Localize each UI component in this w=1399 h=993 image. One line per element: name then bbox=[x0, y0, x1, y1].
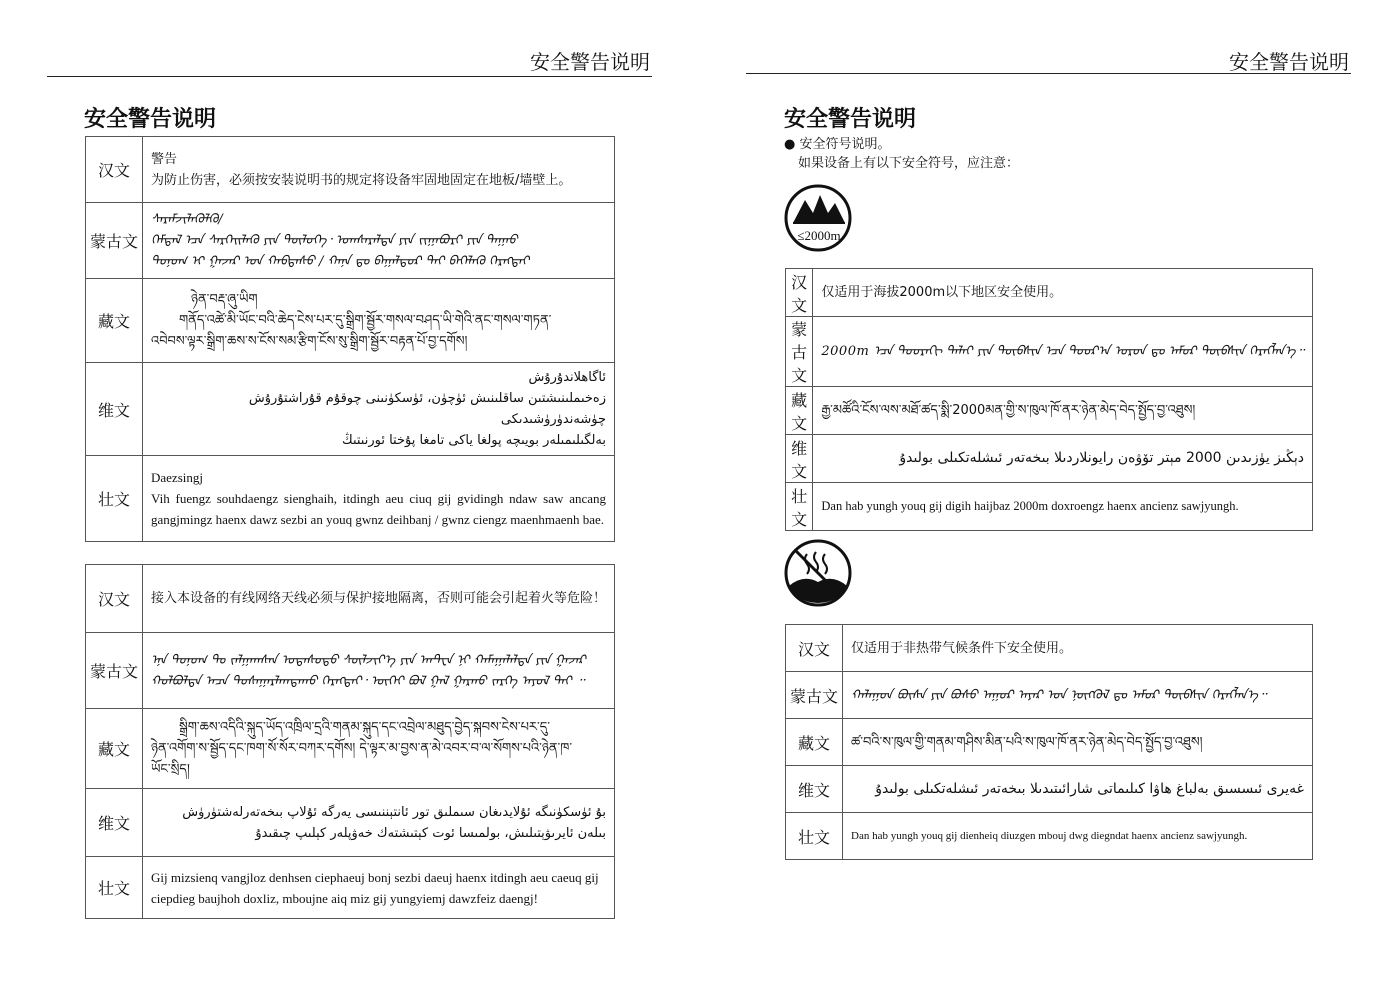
lang-label-za: 壮文 bbox=[786, 813, 843, 860]
mn-cell: 2000m ᠡᠴᠡ ᠳᠣᠣᠷᠠᠬᠢ ᠳᠠᠯᠠᠢ ᠶᠢᠨ ᠲᠦᠪᠰᠢᠨ ᠡᠴᠡ ᠳᠣᠣᠷ᠎ᠠ ᠣᠷᠣᠨ ᠳᠤ ᠠᠮᠤᠷ ᠲᠦᠪᠰᠢᠨ ᠬᠡᠷᠡᠭᠯᠡᠨ᠎ᠡ᠃ bbox=[813, 317, 1313, 387]
lang-label-bo: 藏文 bbox=[86, 279, 143, 363]
lang-label-bo: 藏文 bbox=[786, 719, 843, 766]
right-section-title: 安全警告说明 bbox=[784, 107, 917, 132]
lang-label-ug: 维文 bbox=[86, 363, 143, 456]
altitude-icon-label: ≤2000m bbox=[797, 228, 841, 243]
lang-label-mn: 蒙古文 bbox=[86, 633, 143, 709]
lang-label-za: 壮文 bbox=[786, 483, 813, 531]
ug-cell: غەيرى ئىسسىق بەلباغ ھاۋا كىلىماتى شارائىتىدىلا بىخەتەر ئىشلەتكىلى بولىدۇ bbox=[843, 766, 1313, 813]
altitude-mountain-icon bbox=[783, 183, 853, 253]
table-row bbox=[86, 279, 615, 363]
left-antenna-table bbox=[85, 564, 615, 919]
za-cell: Gij mizsienq vangjloz denhsen ciephaeuj bonj sezbi daeuj haenx itdingh aeu caeuq gij ciepdieg baujhoh doxliz, mboujne aiq miz gij yungyiemj dawzfeiz daengj! bbox=[143, 857, 615, 919]
ug-line: زەخىملىنىشتىن ساقلىنىش ئۈچۈن، ئۈسكۈنىنى چوقۇم قۇراشتۇرۇش چۈشەندۈرۈشىدىكى bbox=[248, 391, 606, 427]
lang-label-mn: 蒙古文 bbox=[86, 203, 143, 279]
table-row bbox=[786, 766, 1313, 813]
ug-line: بىلەن ئايرىۋېتىلىش، بولمىسا ئوت كېتىشتەك خەۋپلەر كېلىپ چىقىدۇ bbox=[255, 825, 606, 841]
symbol-bullet: ● 安全符号说明。 bbox=[784, 137, 891, 152]
table-row bbox=[786, 625, 1313, 672]
left-section-title: 安全警告说明 bbox=[84, 107, 217, 132]
bo-line: ཉེན་བརྡ་ཞུ་ཡིག bbox=[191, 292, 258, 307]
table-row bbox=[786, 719, 1313, 766]
lang-label-bo: 藏文 bbox=[86, 709, 143, 789]
table-row bbox=[86, 363, 615, 456]
table-row bbox=[86, 789, 615, 857]
table-row bbox=[786, 387, 1313, 435]
za-text: Vih fuengz souhdaengz sienghaih, itdingh aeu ciuq gij gvidingh ndaw saw ancang gangjmingz haenx dawz sezbi an youq gwnz deihbanj / gwnz ciengz maenhmaenh bae. bbox=[151, 491, 606, 527]
lang-label-ug: 维文 bbox=[786, 435, 813, 483]
ug-line: ئاگاھلاندۇرۇش bbox=[528, 370, 606, 385]
right-header-title: 安全警告说明 bbox=[1229, 50, 1349, 74]
table-row bbox=[786, 269, 1313, 317]
bo-line: ཡོང་སྲིད། bbox=[151, 762, 190, 777]
left-header-title: 安全警告说明 bbox=[530, 50, 650, 74]
bo-cell bbox=[143, 279, 615, 363]
lang-label-mn: 蒙古文 bbox=[786, 672, 843, 719]
za-cell bbox=[143, 456, 615, 542]
zh-cell: 仅适用于非热带气候条件下安全使用。 bbox=[843, 625, 1313, 672]
table-row bbox=[86, 137, 615, 203]
lang-label-mn: 蒙古文 bbox=[786, 317, 813, 387]
left-header-rule bbox=[47, 76, 652, 77]
table-row bbox=[86, 633, 615, 709]
bo-line: འབེབས་ལྟར་སྒྲིག་ཆས་ས་ངོས་སམ་རྩིག་ངོས་སུ་སྒྲིག་སྦྱོར་བརྟན་པོ་བྱ་དགོས། bbox=[151, 334, 468, 349]
lang-label-zh: 汉文 bbox=[786, 269, 813, 317]
altitude-table bbox=[785, 268, 1313, 531]
zh-heading: 警告 bbox=[151, 151, 178, 167]
table-row bbox=[86, 565, 615, 633]
bo-cell: རྒྱ་མཚོའི་ངོས་ལས་མཐོ་ཚད་སྨི་2000མན་གྱི་ས་ཁུལ་ཁོ་ནར་ཉེན་མེད་བེད་སྤྱོད་བྱ་འཐུས། bbox=[813, 387, 1313, 435]
climate-table bbox=[785, 624, 1313, 860]
table-row bbox=[86, 857, 615, 919]
table-row bbox=[86, 456, 615, 542]
bo-line: ཉེན་འགོག་ས་སྦྱོད་དང་ཁག་སོ་སོར་བཀར་དགོས། དེ་ལྟར་མ་བྱས་ན་མེ་འབར་བ་ལ་སོགས་པའི་ཉེན་ཁ་ bbox=[151, 741, 573, 756]
left-warning-table bbox=[85, 136, 615, 542]
table-row bbox=[786, 672, 1313, 719]
zh-text: 为防止伤害，必须按安装说明书的规定将设备牢固地固定在地板/墙壁上。 bbox=[151, 172, 572, 188]
lang-label-zh: 汉文 bbox=[86, 565, 143, 633]
table-row bbox=[86, 203, 615, 279]
lang-label-zh: 汉文 bbox=[86, 137, 143, 203]
za-cell: Dan hab yungh youq gij digih haijbaz 2000m doxroengz haenx ancienz sawjyungh. bbox=[813, 483, 1313, 531]
bo-cell: ཚ་བའི་ས་ཁུལ་གྱི་གནམ་གཤིས་མིན་པའི་ས་ཁུལ་ཁོ་ནར་ཉེན་མེད་བེད་སྤྱོད་བྱ་འཐུས། bbox=[843, 719, 1313, 766]
lang-label-bo: 藏文 bbox=[786, 387, 813, 435]
ug-cell: دېڭىز يۈزىدىن 2000 مېتر تۆۋەن رايونلاردىلا بىخەتەر ئىشلەتكىلى بولىدۇ bbox=[813, 435, 1313, 483]
lang-label-ug: 维文 bbox=[786, 766, 843, 813]
bo-line: གནོད་འཚེ་མི་ཡོང་བའི་ཆེད་ངེས་པར་དུ་སྒྲིག་སྦྱོར་གསལ་བཤད་ཡི་གེའི་ནང་གསལ་གཏན་ bbox=[179, 313, 552, 328]
mn-line: ᠲᠤᠨᠤᠭ ᠢ ᠭᠠᠵᠠᠷ ᠤᠨ ᠬᠠᠪᠲᠠᠰᠤ / ᠬᠠᠨᠠ ᠳᠤ ᠪᠠᠭᠠᠯᠳᠤᠷ ᠲᠠᠢ ᠪᠡᠬᠡᠯᠡᠬᠦ ᠬᠡᠷᠡᠭᠲᠡᠢ bbox=[151, 254, 530, 269]
ug-cell bbox=[143, 789, 615, 857]
mn-line: ᠰᠡᠷᠡᠮᠵᠢᠯᠡᠬᠦᠯᠬᠦ/ bbox=[151, 212, 223, 227]
non-tropical-climate-icon bbox=[783, 538, 853, 608]
table-row bbox=[786, 813, 1313, 860]
mn-cell: ᠬᠠᠯᠠᠭᠤᠨ ᠪᠦᠰᠡ ᠶᠢᠨ ᠪᠤᠰᠤ ᠠᠭᠤᠷ ᠠᠶᠠᠷ ᠤᠨ ᠨᠥᠭᠬᠦᠯ ᠳᠤ ᠠᠮᠤᠷ ᠲᠦᠪᠰᠢᠨ ᠬᠡᠷᠡᠭᠯᠡᠨ᠎ᠡ᠃ bbox=[843, 672, 1313, 719]
za-heading: Daezsingj bbox=[151, 470, 203, 485]
mn-line: ᠭᠡᠮᠲᠡᠯ ᠡᠴᠡ ᠰᠡᠷᠭᠡᠢᠯᠡᠬᠦ ᠶᠢᠨ ᠲᠥᠯᠦᠭᠡ᠂ ᠤᠭᠰᠠᠷᠠᠯᠲᠠ ᠶᠢᠨ ᠵᠢᠭᠠᠪᠤᠷᠢ ᠶᠢᠨ ᠳᠠᠭᠠᠤ bbox=[151, 233, 518, 248]
zh-cell: 仅适用于海拔2000m以下地区安全使用。 bbox=[813, 269, 1313, 317]
mn-line: ᠬᠣᠯᠪᠣᠯᠲᠠ ᠠᠴᠠ ᠲᠤᠰᠠᠭᠠᠷᠯᠠᠭᠳᠠᠬᠤ ᠬᠡᠷᠡᠭᠲᠡᠢ᠂ ᠦᠭᠡᠢ ᠪᠣᠯ ᠭᠠᠯ ᠭᠠᠷᠬᠤ ᠵᠡᠷᠭᠡ ᠠᠶᠤᠯ ᠲᠠᠢ ᠃ bbox=[151, 673, 585, 689]
lang-label-za: 壮文 bbox=[86, 456, 143, 542]
lang-label-za: 壮文 bbox=[86, 857, 143, 919]
mn-line: ᠡᠨᠡ ᠲᠣᠨᠣᠭ ᠲᠤ ᠵᠠᠯᠭᠠᠭᠰᠠᠨ ᠤᠲᠠᠰᠤᠲᠤ ᠰᠦᠯᠵᠢᠶ᠎ᠡ ᠶᠢᠨ ᠠᠨᠲ᠋ᠧᠨ ᠨᠢ ᠬᠠᠮᠠᠭᠠᠯᠠᠯᠲᠠ ᠶᠢᠨ ᠭᠠᠵᠠᠷ bbox=[151, 652, 586, 668]
ug-cell bbox=[143, 363, 615, 456]
lang-label-ug: 维文 bbox=[86, 789, 143, 857]
mn-cell bbox=[143, 203, 615, 279]
mn-cell bbox=[143, 633, 615, 709]
symbol-intro: 如果设备上有以下安全符号，应注意： bbox=[798, 156, 1020, 171]
ug-line: بەلگىلىمىلەر بويىچە پولغا ياكى تامغا پۇختا ئورنىتىڭ bbox=[341, 433, 606, 448]
table-row bbox=[86, 709, 615, 789]
table-row bbox=[786, 435, 1313, 483]
table-row bbox=[786, 317, 1313, 387]
bo-cell bbox=[143, 709, 615, 789]
lang-label-zh: 汉文 bbox=[786, 625, 843, 672]
ug-line: بۇ ئۈسكۈنىگە ئۇلايدىغان سىملىق تور ئانتېننىسى يەرگە ئۇلاپ بىخەتەرلەشتۈرۈش bbox=[182, 804, 606, 820]
zh-cell bbox=[143, 137, 615, 203]
zh-cell: 接入本设备的有线网络天线必须与保护接地隔离，否则可能会引起着火等危险！ bbox=[143, 565, 615, 633]
za-cell: Dan hab yungh youq gij dienheiq diuzgen mbouj dwg diegndat haenx ancienz sawjyungh. bbox=[843, 813, 1313, 860]
right-header-rule bbox=[746, 73, 1351, 74]
table-row bbox=[786, 483, 1313, 531]
bo-line: སྒྲིག་ཆས་འདིའི་སྐུད་ཡོད་འཁྲིལ་དྲའི་གནམ་སྐུད་དང་འབྲེལ་མཐུད་བྱེད་སྐབས་ངེས་པར་དུ་ bbox=[179, 720, 551, 735]
